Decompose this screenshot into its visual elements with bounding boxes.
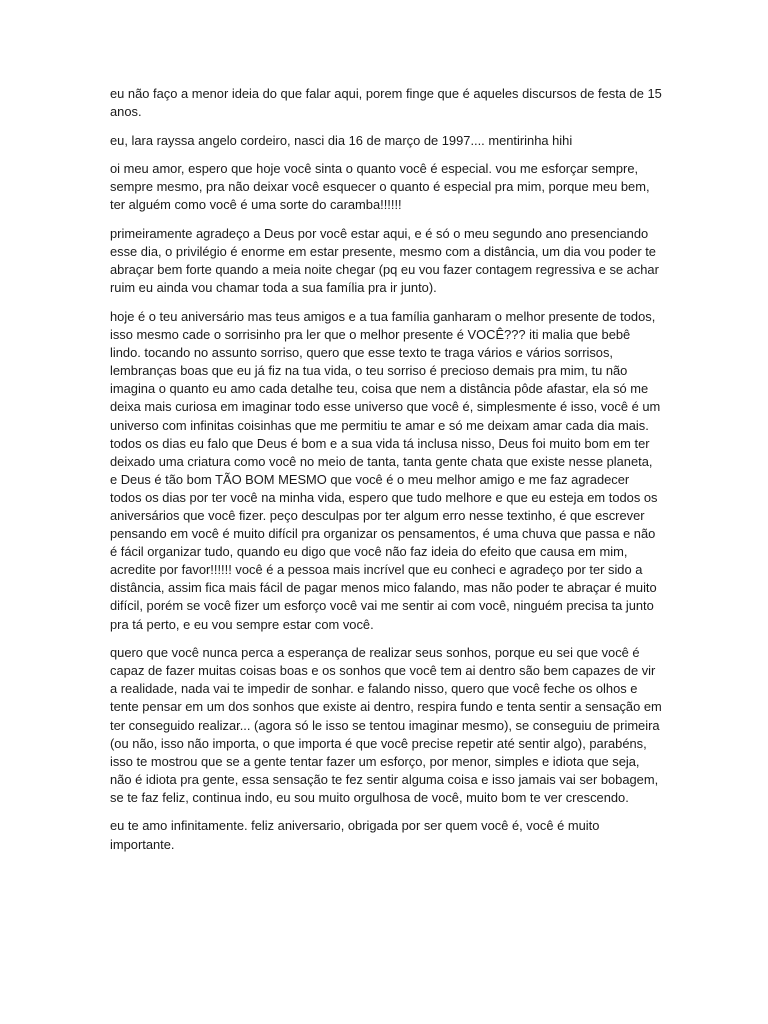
paragraph-birthday-message: hoje é o teu aniversário mas teus amigos e a tua família ganharam o melhor presente de todos, isso mesmo cade o sorrisinho pra ler que o melhor presente é VOCÊ??? iti malia que bebê lindo. tocando no assunto sorriso, quero que esse texto te traga vários e vários sorrisos, lembranças boas que eu já fiz na tua vida, o teu sorriso é precioso demais pra mim, tu não imagina o quanto eu amo cada detalhe teu, coisa que nem a distância pôde afastar, ela só me deixa mais curiosa em imaginar todo esse universo que você é, simplesmente é isso, você é um universo com infinitas coisinhas que me permitiu te amar e só me deixam amar cada dia mais. todos os dias eu falo que Deus é bom e a sua vida tá inclusa nisso, Deus foi muito bom em ter deixado uma criatura como você no meio de tanta, tanta gente chata que existe nesse planeta, e Deus é tão bom TÃO BOM MESMO que você é o meu melhor amigo e me faz agradecer todos os dias por ter você na minha vida, espero que tudo melhore e que eu esteja em todos os aniversários que você fizer. peço desculpas por ter algum erro nesse textinho, é que escrever pensando em você é muito difícil pra organizar os pensamentos, é uma chuva que passa e não é fácil organizar tudo, quando eu digo que você não faz ideia do efeito que causa em mim, acredite por favor!!!!!! você é a pessoa mais incrível que eu conheci e agradeço por ter sido a distância, assim fica mais fácil de pagar menos mico falando, mas não poder te abraçar é muito difícil, porém se você fizer um esforço você vai me sentir ai com você, ninguém precisa ta junto pra tá perto, e eu vou sempre estar com você. xyxy=(110,308,661,632)
paragraph-greeting: oi meu amor, espero que hoje você sinta o quanto você é especial. vou me esforçar sempre, sempre mesmo, pra não deixar você esquecer o quanto é especial pra mim, porque meu bem, ter alguém como você é uma sorte do caramba!!!!!! xyxy=(110,161,650,213)
paragraph-dreams: quero que você nunca perca a esperança de realizar seus sonhos, porque eu sei que você é capaz de fazer muitas coisas boas e os sonhos que você tem ai dentro são bem capazes de vir a realidade, nada vai te impedir de sonhar. e falando nisso, quero que você feche os olhos e tente pensar em um dos sonhos que existe ai dentro, respira fundo e tenta sentir a sensação em ter conseguido realizar... (agora só le isso se tentou imaginar mesmo), se conseguiu de primeira (ou não, isso não importa, o que importa é que você precise repetir até sentir algo), parabéns, isso te mostrou que se a gente tentar fazer um esforço, por menor, simples e idiota que seja, não é idiota pra gente, essa sensação te fez sentir alguma coisa e isso jamais vai ser bobagem, se te faz feliz, continua indo, eu sou muito orgulhosa de você, muito bom te ver crescendo. xyxy=(110,645,662,805)
paragraph-closing: eu te amo infinitamente. feliz aniversario, obrigada por ser quem você é, você é muito importante. xyxy=(110,818,600,852)
paragraph-gratitude: primeiramente agradeço a Deus por você estar aqui, e é só o meu segundo ano presenciando esse dia, o privilégio é enorme em estar presente, mesmo com a distância, um dia vou poder te abraçar bem forte quando a meia noite chegar (pq eu vou fazer contagem regressiva e se achar ruim eu ainda vou chamar toda a sua família pra ir junto). xyxy=(110,226,659,296)
paragraph-introduction: eu, lara rayssa angelo cordeiro, nasci dia 16 de março de 1997.... mentirinha hihi xyxy=(110,132,573,148)
letter-body xyxy=(110,85,662,864)
paragraph-opening: eu não faço a menor ideia do que falar aqui, porem finge que é aqueles discursos de festa de 15 anos. xyxy=(110,86,662,120)
